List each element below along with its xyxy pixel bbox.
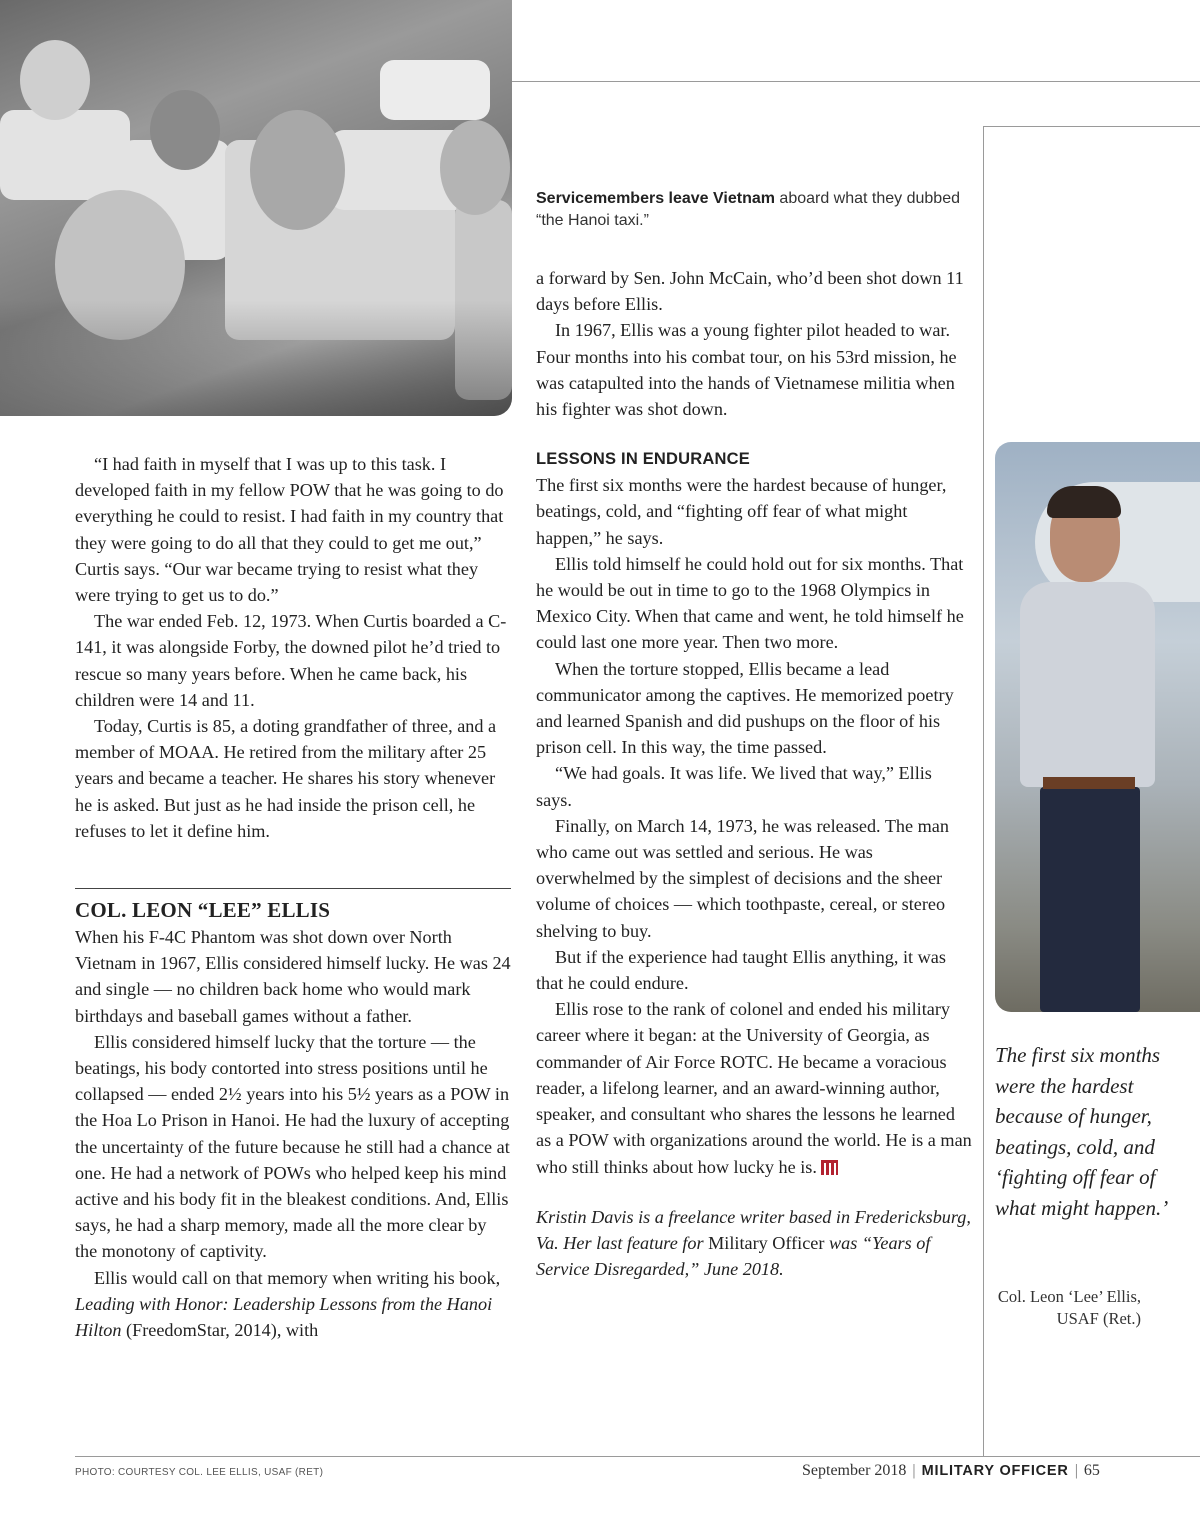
paragraph: When his F-4C Phantom was shot down over North Vietnam in 1967, Ellis considered himself lucky. He was 24 and single — no children back home who would mark birthdays and baseball games without a father.: [75, 927, 511, 1026]
caption-bold: Servicemembers leave Vietnam: [536, 190, 775, 207]
bio-text: was “Years of Service Disregarded,” June 2018.: [536, 1232, 931, 1280]
issue-date: September 2018: [802, 1462, 907, 1479]
folio-separator: |: [912, 1462, 916, 1479]
photo-lee-ellis: [995, 442, 1200, 1012]
section-title: COL. LEON “LEE” ELLIS: [75, 898, 331, 922]
folio-separator: |: [1074, 1462, 1078, 1479]
magazine-name: MILITARY OFFICER: [921, 1463, 1069, 1479]
subhead: LESSONS IN ENDURANCE: [536, 450, 750, 469]
bio-magazine: Military Officer: [708, 1232, 825, 1253]
section-rule: [75, 888, 511, 889]
photo-servicemembers-plane: [0, 0, 512, 416]
paragraph: a forward by Sen. John McCain, who’d been shot down 11 days before Ellis.: [536, 268, 964, 315]
article-column-1-section: [75, 924, 511, 1343]
paragraph: When the torture stopped, Ellis became a lead communicator among the captives. He memorized poetry and learned Spanish and did pushups on the floor of his prison cell. In this way, the time passed.: [536, 658, 954, 758]
folio: [802, 1462, 1100, 1480]
paragraph: “I had faith in myself that I was up to this task. I developed faith in my fellow POW that he was going to do everything he could to resist. I had faith in my country that they were going to do all that they could to get me out,” Curtis says. “Our war became trying to resist what they were trying to get us to do.”: [75, 454, 504, 606]
paragraph-text: (FreedomStar, 2014), with: [121, 1320, 319, 1341]
paragraph: Today, Curtis is 85, a doting grandfather of three, and a member of MOAA. He retired from the military after 25 years and became a teacher. He shares his story whenever he is asked. But just as he had inside the prison cell, he refuses to let it define him.: [75, 716, 497, 841]
pull-quote: The first six months were the hardest because of hunger, beatings, cold, and ‘fighting off fear of what might happen.’: [995, 1043, 1169, 1220]
footer-rule: [75, 1456, 1200, 1457]
sidebar-top-rule: [983, 126, 1200, 127]
paragraph: The war ended Feb. 12, 1973. When Curtis boarded a C-141, it was alongside Forby, the downed pilot he’d tried to rescue so many years before. When he came back, his children were 14 and 11.: [75, 611, 507, 710]
paragraph: But if the experience had taught Ellis anything, it was that he could endure.: [536, 946, 946, 994]
caption-text: aboard what they dubbed “the Hanoi taxi.”: [536, 190, 960, 229]
photo-credit: PHOTO: COURTESY COL. LEE ELLIS, USAF (RET): [75, 1467, 324, 1478]
paragraph: The first six months were the hardest because of hunger, beatings, cold, and “fighting off fear of what might happen,” he says.: [536, 475, 947, 548]
paragraph: [536, 996, 972, 1179]
bio-text: Kristin Davis is a freelance writer based in Fredericksburg, Va. Her last feature for: [536, 1206, 971, 1253]
article-column-1: [75, 451, 511, 844]
flag-end-mark-icon: [821, 1160, 838, 1175]
column-divider: [983, 126, 984, 1456]
article-column-2: [536, 265, 972, 1282]
paragraph: Ellis considered himself lucky that the torture — the beatings, his body contorted into stress positions until he collapsed — ended 2½ years into his 5½ years as a POW in the Hoa Lo Prison in Hanoi. He had the luxury of accepting the uncertainty of the future because he still had a chance at one. He had a network of POWs who helped keep his mind active and his body fit in the bleakest conditions. And, Ellis says, he had a sharp memory, made all the more clear by the monotony of captivity.: [75, 1031, 510, 1262]
paragraph: Ellis told himself he could hold out for six months. That he would be out in time to go to the 1968 Olympics in Mexico City. When that came and went, he told himself he could last one more year. Then two more.: [536, 553, 964, 653]
top-rule: [512, 81, 1200, 82]
book-title: Leading with Honor: Leadership Lessons from the Hanoi Hilton: [75, 1293, 493, 1341]
paragraph-text: Ellis rose to the rank of colonel and ended his military career where it began: at the University of Georgia, as commander of Air Force ROTC. He became a voracious reader, a lifelong learner, and an award-winning author, speaker, and consultant who shares the lessons he learned as a POW with organizations around the world. He is a man who still thinks about how lucky he is.: [536, 999, 972, 1177]
paragraph: “We had goals. It was life. We lived that way,” Ellis says.: [536, 763, 932, 810]
photo-caption: [536, 188, 966, 232]
author-bio: [536, 1204, 972, 1283]
paragraph: In 1967, Ellis was a young fighter pilot headed to war. Four months into his combat tour, on his 53rd mission, he was catapulted into the hands of Vietnamese militia when his fighter was shot down.: [536, 320, 957, 420]
pull-quote-attribution: Col. Leon ‘Lee’ Ellis, USAF (Ret.): [997, 1287, 1141, 1328]
paragraph: Finally, on March 14, 1973, he was released. The man who came out was settled and serious. He was overwhelmed by the simplest of decisions and the sheer volume of choices — which toothpaste, cereal, or stereo shelving to buy.: [536, 815, 949, 941]
paragraph-text: Ellis would call on that memory when writing his book,: [94, 1267, 501, 1288]
page-number: 65: [1083, 1462, 1100, 1479]
paragraph: [75, 1265, 511, 1344]
